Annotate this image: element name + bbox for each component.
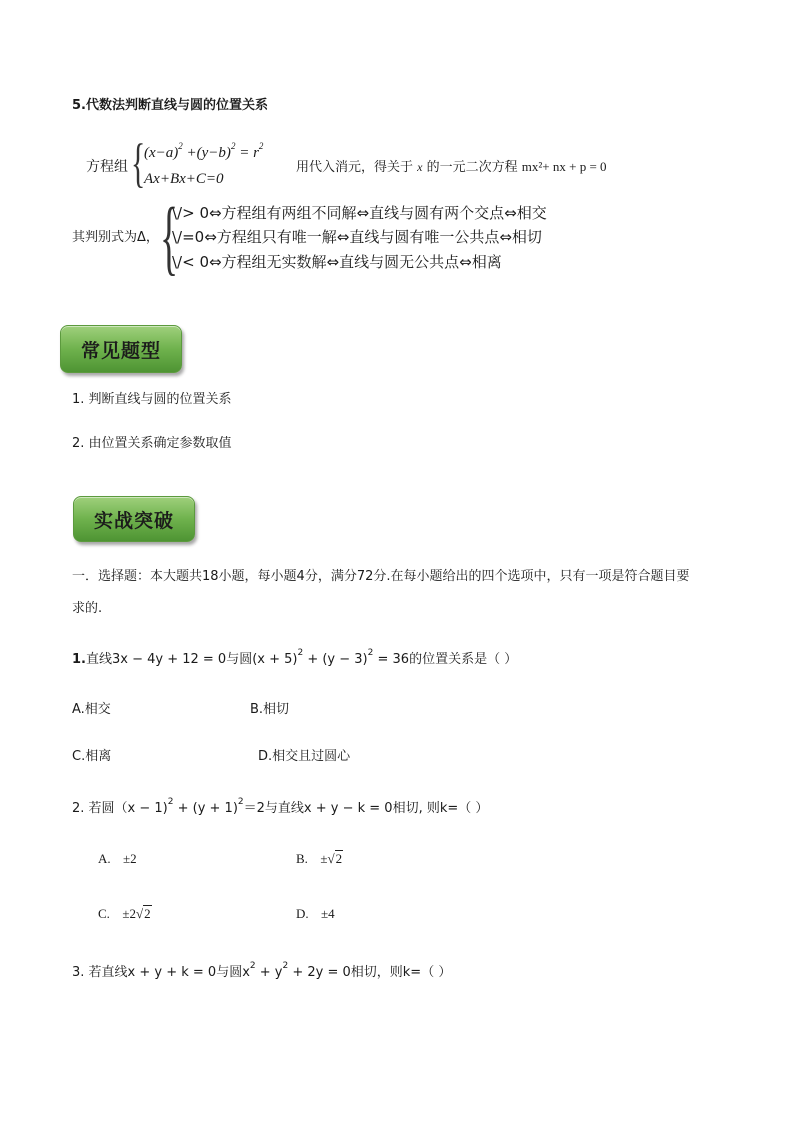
section-heading: 5.代数法判断直线与圆的位置关系 [72, 98, 268, 113]
sqrt-symbol: √2 [327, 851, 343, 866]
discriminant-label: 其判别式为Δ， [72, 230, 159, 245]
q1-option-d[interactable]: D.相交且过圆心 [258, 749, 351, 764]
question-1: 1.直线3x − 4y + 12 = 0与圆$(x + 5)^2 + (y - 3)^2 = 36$的位置关系是（ ） [72, 648, 518, 667]
q2-option-d[interactable]: D. ±4 [296, 906, 335, 921]
discriminant-case-1: \/> 0⇔方程组有两组不同解⇔直线与圆有两个交点⇔相交 [172, 204, 547, 222]
q2-option-b[interactable]: B. ±√2 [296, 851, 343, 866]
q2-option-c[interactable]: C. ±2√2 [98, 906, 151, 921]
common-types-banner: 常见题型 [60, 325, 182, 373]
discriminant-case-2: \/=0⇔方程组只有唯一解⇔直线与圆有唯一公共点⇔相切 [172, 228, 542, 246]
type-item-2: 2. 由位置关系确定参数取值 [72, 436, 232, 451]
section-intro-line-1: 一．选择题：本大题共18小题，每小题4分，满分72分.在每小题给出的四个选项中，只有一项是符合题目要 [72, 569, 690, 584]
system-brace: { [131, 133, 146, 193]
system-equation-line: Ax+Bx+C=0 [144, 171, 224, 187]
system-equation-circle: $(x-a)^2 +(y-b)^2 = r^2$ [144, 141, 264, 161]
type-item-1: 1. 判断直线与圆的位置关系 [72, 392, 232, 407]
system-followup-text: 用代入消元，得关于 x 的一元二次方程 mx²+ nx + p = 0 [296, 159, 607, 175]
section-intro-line-2: 求的. [72, 601, 103, 616]
discriminant-case-3: \/< 0⇔方程组无实数解⇔直线与圆无公共点⇔相离 [172, 253, 502, 271]
question-3: 3. 若直线x + y + k = 0与圆$x^2 + y^2 + 2y = 0$相切，则k=（ ） [72, 961, 452, 980]
q1-option-c[interactable]: C.相离 [72, 749, 112, 764]
sqrt-symbol: √2 [135, 906, 151, 921]
q1-option-b[interactable]: B.相切 [250, 702, 290, 717]
practice-banner: 实战突破 [73, 496, 195, 542]
discriminant-brace: { [160, 191, 179, 284]
system-label: 方程组 [86, 159, 128, 175]
q2-option-a[interactable]: A. ±2 [98, 851, 137, 866]
question-2: 2. 若圆$(x - 1)^2 + (y + 1)^2=2$与直线x + y − k = 0相切, 则k=（ ） [72, 797, 489, 816]
q1-option-a[interactable]: A.相交 [72, 702, 111, 717]
